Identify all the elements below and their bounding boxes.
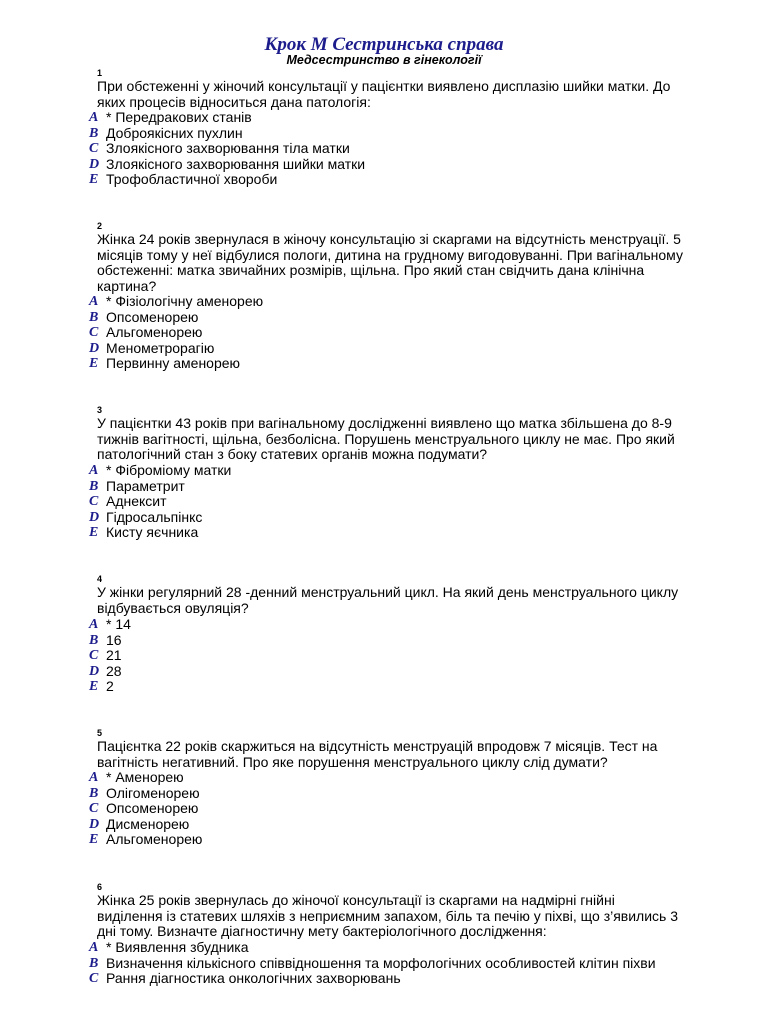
- option-text: Кисту яєчника: [106, 524, 199, 541]
- answer-option: [0, 617, 768, 633]
- answer-option: [0, 633, 768, 649]
- option-letter: D: [89, 816, 100, 832]
- question-text-line: виділення із статевих шляхів з неприємним запахом, біль та печію у піхві, що з’явились 3: [97, 907, 679, 924]
- option-text: Параметрит: [106, 477, 185, 494]
- option-text: Злоякісного захворювання шийки матки: [106, 155, 366, 172]
- option-text: 28: [106, 662, 122, 679]
- question-text: [97, 416, 709, 463]
- question-text-line: При обстеженні у жіночий консультації у пацієнтки виявлено дисплазію шийки матки. До: [97, 78, 671, 94]
- answer-options: [0, 617, 768, 695]
- question-text-line: тижнів вагітності, щільна, безболісна. Порушень менструального циклу не має. Про який: [97, 430, 675, 447]
- option-text: Дисменорею: [106, 815, 190, 832]
- option-letter: B: [89, 785, 99, 801]
- answer-option: [0, 679, 768, 695]
- answer-option: [0, 141, 768, 157]
- option-text: Первинну аменорею: [106, 355, 241, 372]
- option-letter: B: [89, 955, 99, 971]
- option-text: 21: [106, 647, 122, 664]
- option-letter: B: [89, 309, 99, 325]
- page-title: Крок М Сестринська справа: [264, 34, 504, 55]
- answer-options: [0, 463, 768, 541]
- option-letter: C: [89, 325, 99, 341]
- option-text: Визначення кількісного співвідношення та морфологічних особливостей клітин піхви: [106, 954, 656, 971]
- answer-option: [0, 648, 768, 664]
- answer-option: [0, 801, 768, 817]
- option-letter: A: [89, 294, 99, 309]
- option-letter: A: [89, 940, 99, 955]
- option-letter: B: [89, 125, 99, 141]
- option-text: * Аменорею: [106, 769, 184, 785]
- option-letter: A: [89, 770, 99, 785]
- question-number: 4: [97, 574, 103, 584]
- option-letter: C: [89, 494, 99, 510]
- answer-option: [0, 294, 768, 310]
- option-text: Доброякісних пухлин: [106, 124, 243, 141]
- option-text: * Передракових станів: [106, 109, 252, 125]
- question-text-line: Жінка 24 років звернулася в жіночу консультацію зі скаргами на відсутність менструації. 5: [97, 231, 681, 247]
- answer-options: [0, 110, 768, 188]
- option-text: Рання діагностика онкологічних захворювань: [106, 970, 401, 987]
- option-text: Опсоменорею: [106, 308, 199, 325]
- option-letter: E: [89, 832, 99, 848]
- question-text: [97, 893, 709, 940]
- answer-option: [0, 510, 768, 526]
- option-letter: B: [89, 478, 99, 494]
- option-text: * 14: [106, 616, 131, 632]
- option-letter: A: [89, 617, 99, 632]
- question-text-line: обстеженні: матка звичайних розмірів, щільна. Про який стан свідчить дана клінічна: [97, 262, 645, 278]
- answer-option: [0, 463, 768, 479]
- question-text: [97, 79, 709, 110]
- question-number: 6: [97, 882, 103, 892]
- question-text: [97, 739, 709, 770]
- option-text: Аднексит: [106, 493, 167, 510]
- option-letter: C: [89, 141, 99, 157]
- answer-option: [0, 110, 768, 126]
- option-letter: D: [89, 340, 100, 356]
- answer-option: [0, 956, 768, 972]
- answer-option: [0, 664, 768, 680]
- option-text: * Фізіологічну аменорею: [106, 293, 264, 309]
- question-text-line: У пацієнтки 43 років при вагінальному дослідженні виявлено що матка збільшена до 8-9: [97, 415, 672, 431]
- page-subtitle: Медсестринство в гінекології: [286, 53, 482, 67]
- question-text-line: Пацієнтка 22 років скаржиться на відсутність менструацій впродовж 7 місяців. Тест на: [97, 738, 658, 754]
- answer-options: [0, 940, 768, 987]
- option-letter: D: [89, 156, 100, 172]
- option-letter: C: [89, 801, 99, 817]
- answer-option: [0, 494, 768, 510]
- option-text: 16: [106, 631, 122, 648]
- option-text: Олігоменорею: [106, 784, 200, 801]
- option-letter: D: [89, 663, 100, 679]
- answer-option: [0, 341, 768, 357]
- option-text: Злоякісного захворювання тіла матки: [106, 140, 350, 157]
- answer-option: [0, 940, 768, 956]
- option-letter: A: [89, 110, 99, 125]
- option-letter: D: [89, 509, 100, 525]
- option-text: Трофобластичної хвороби: [106, 171, 278, 188]
- option-text: Альгоменорею: [106, 831, 203, 848]
- option-letter: C: [89, 648, 99, 664]
- question-number: 5: [97, 728, 103, 738]
- answer-option: [0, 832, 768, 848]
- answer-option: [0, 786, 768, 802]
- option-text: * Виявлення збудника: [106, 939, 249, 955]
- option-text: Менометрорагію: [106, 339, 215, 356]
- question-text: [97, 232, 709, 294]
- option-text: Альгоменорею: [106, 324, 203, 341]
- option-letter: C: [89, 971, 99, 987]
- option-text: Опсоменорею: [106, 800, 199, 817]
- question-text-line: патологічний стан з боку статевих органів можна подумати?: [97, 446, 488, 462]
- answer-option: [0, 525, 768, 541]
- option-letter: E: [89, 525, 99, 541]
- answer-options: [0, 294, 768, 372]
- answer-options: [0, 770, 768, 848]
- option-letter: B: [89, 632, 99, 648]
- answer-option: [0, 971, 768, 987]
- option-text: * Фіброміому матки: [106, 462, 232, 478]
- answer-option: [0, 817, 768, 833]
- answer-option: [0, 310, 768, 326]
- answer-option: [0, 479, 768, 495]
- question-text-line: картина?: [97, 277, 157, 294]
- option-text: Гідросальпінкс: [106, 508, 203, 525]
- answer-option: [0, 172, 768, 188]
- option-letter: E: [89, 679, 99, 695]
- question-text: [97, 585, 709, 616]
- answer-option: [0, 126, 768, 142]
- question-text-line: яких процесів відноситься дана патологія:: [97, 93, 371, 110]
- question-text-line: дні тому. Визначте діагностичну мету бактеріологічного дослідження:: [97, 923, 547, 939]
- question-number: 2: [97, 221, 103, 231]
- question-text-line: відбувається овуляція?: [97, 599, 249, 616]
- answer-option: [0, 157, 768, 173]
- answer-option: [0, 770, 768, 786]
- question-text-line: вагітність негативний. Про яке порушення менструального циклу слід думати?: [97, 753, 608, 770]
- option-letter: A: [89, 463, 99, 478]
- question-text-line: місяців тому у неї відбулися пологи, дитина на грудному вигодовуванні. При вагінальному: [97, 246, 683, 263]
- option-text: 2: [106, 678, 114, 695]
- answer-option: [0, 325, 768, 341]
- option-letter: E: [89, 356, 99, 372]
- answer-option: [0, 356, 768, 372]
- question-number: 1: [97, 68, 103, 78]
- question-text-line: У жінки регулярний 28 -денний менструальний цикл. На який день менструального циклу: [97, 584, 679, 600]
- question-number: 3: [97, 405, 103, 415]
- option-letter: E: [89, 172, 99, 188]
- question-text-line: Жінка 25 років звернулась до жіночої консультації із скаргами на надмірні гнійні: [97, 892, 615, 908]
